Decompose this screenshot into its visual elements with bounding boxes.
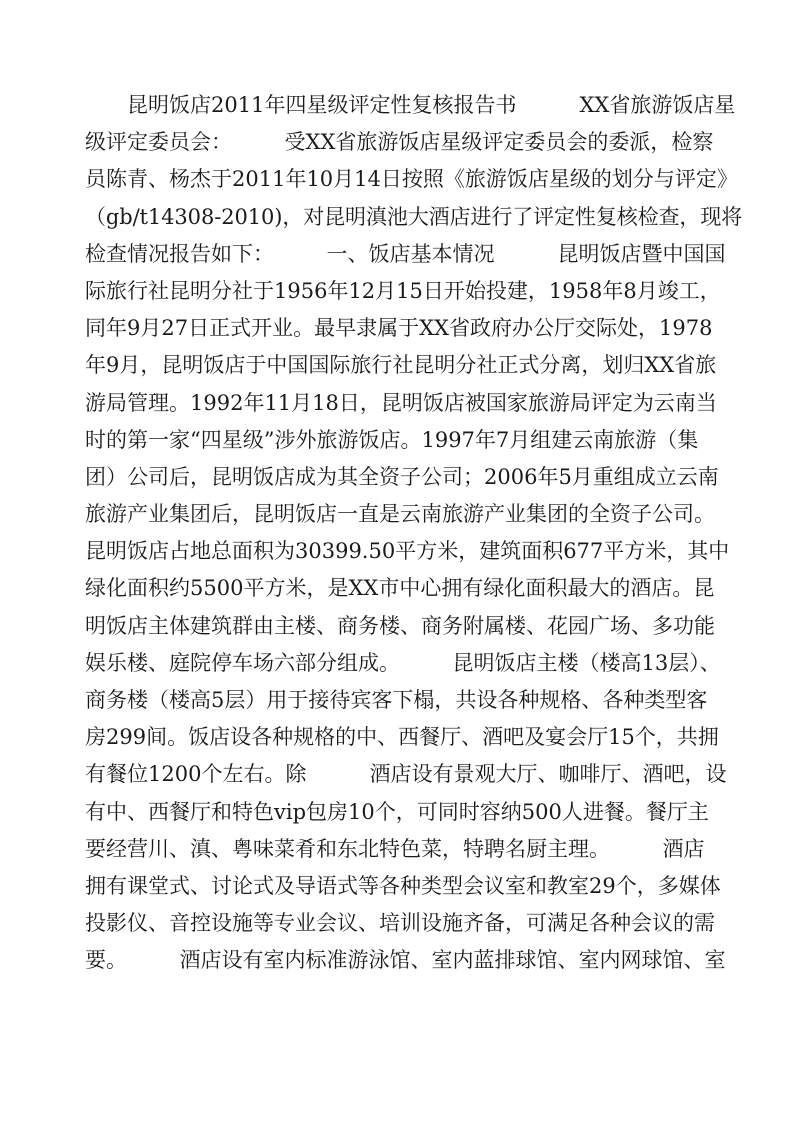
text-line: 商务楼（楼高5层）用于接待宾客下榻，共设各种规格、各种类型客 <box>85 688 708 712</box>
text-line: （gb/t14308-2010)，对昆明滇池大酒店进行了评定性复核检查，现将 <box>85 204 743 229</box>
text-line: 昆明饭店占地总面积为30399.50平方米，建筑面积677平方米，其中 <box>85 539 730 564</box>
text-line: 绿化面积约5500平方米，是XX市中心拥有绿化面积最大的酒店。昆 <box>85 576 715 601</box>
text-line: 有餐位1200个左右。除 酒店设有景观大厅、咖啡厅、酒吧，设 <box>85 762 727 787</box>
text-line: 检查情况报告如下： 一、饭店基本情况 昆明饭店暨中国国 <box>85 241 726 266</box>
report-body-text <box>85 87 745 980</box>
text-line: 际旅行社昆明分社于1956年12月15日开始投建，1958年8月竣工， <box>85 278 721 303</box>
text-line: 级评定委员会： 受XX省旅游饭店星级评定委员会的委派，检察 <box>85 130 714 155</box>
text-line: 团）公司后，昆明饭店成为其全资子公司；2006年5月重组成立云南 <box>85 464 719 489</box>
text-line: 昆明饭店2011年四星级评定性复核报告书 XX省旅游饭店星 <box>85 93 736 117</box>
text-line: 旅游产业集团后，昆明饭店一直是云南旅游产业集团的全资子公司。 <box>85 502 715 527</box>
text-line: 游局管理。1992年11月18日，昆明饭店被国家旅游局评定为云南当 <box>85 390 717 415</box>
text-line: 员陈青、杨杰于2011年10月14日按照《旅游饭店星级的划分与评定》 <box>85 167 738 192</box>
text-line: 房299间。饭店设各种规格的中、西餐厅、酒吧及宴会厅15个，共拥 <box>85 725 719 750</box>
text-line: 明饭店主体建筑群由主楼、商务楼、商务附属楼、花园广场、多功能 <box>85 613 715 638</box>
text-line: 有中、西餐厅和特色vip包房10个，可同时容纳500人进餐。餐厅主 <box>85 799 709 824</box>
text-line: 拥有课堂式、讨论式及导语式等各种类型会议室和教室29个，多媒体 <box>85 873 721 898</box>
text-line: 年9月，昆明饭店于中国国际旅行社昆明分社正式分离，划归XX省旅 <box>85 353 717 378</box>
text-line: 同年9月27日正式开业。最早隶属于XX省政府办公厅交际处，1978 <box>85 316 713 341</box>
text-line: 投影仪、音控设施等专业会议、培训设施齐备，可满足各种会议的需 <box>85 911 715 936</box>
text-line: 时的第一家“四星级”涉外旅游饭店。1997年7月组建云南旅游（集 <box>85 427 699 452</box>
text-line: 要经营川、滇、粤味菜肴和东北特色菜，特聘名厨主理。 酒店 <box>85 836 705 861</box>
text-line: 娱乐楼、庭院停车场六部分组成。 昆明饭店主楼（楼高13层）、 <box>85 650 721 675</box>
text-line: 要。 酒店设有室内标准游泳馆、室内蓝排球馆、室内网球馆、室 <box>85 948 726 973</box>
